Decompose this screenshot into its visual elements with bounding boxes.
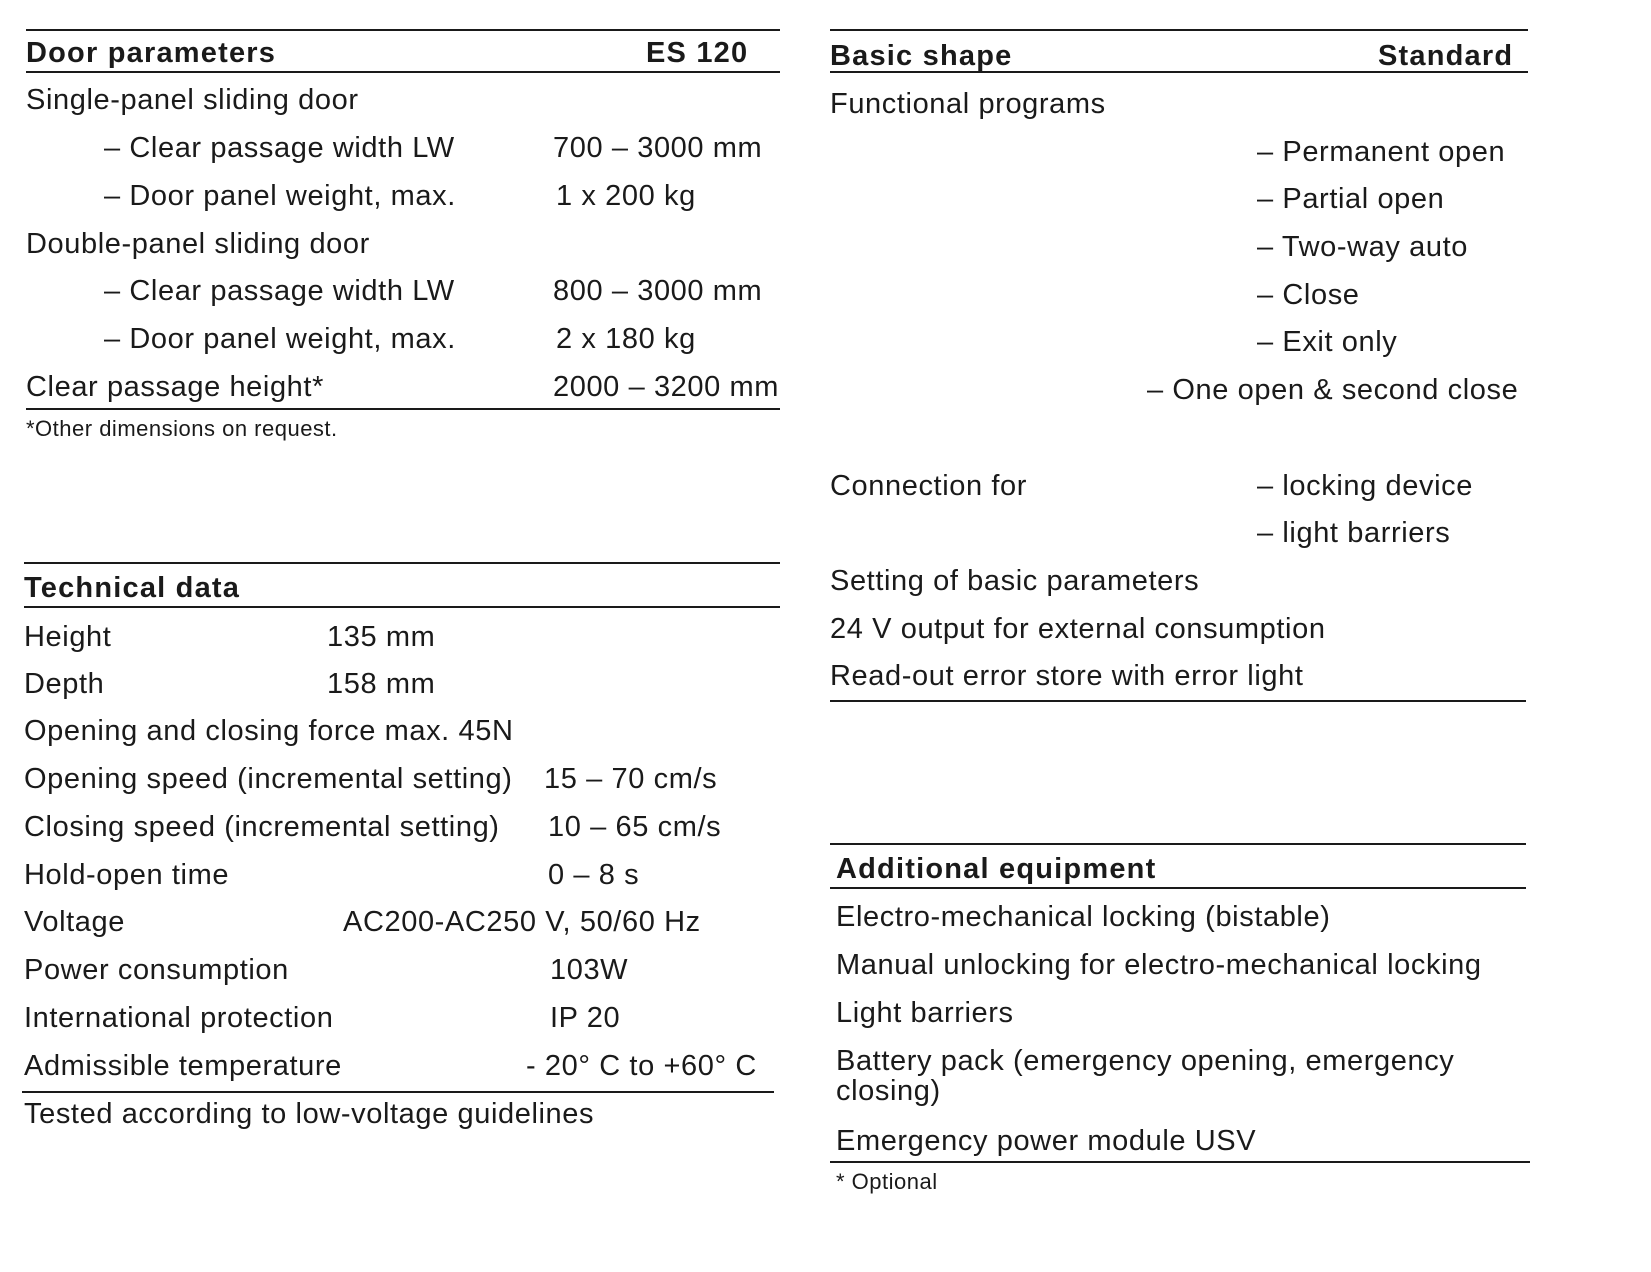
door-model: ES 120 <box>646 37 749 69</box>
programs-label: Functional programs <box>830 88 1106 120</box>
equipment-item: Manual unlocking for electro-mechanical locking <box>836 949 1482 981</box>
basic-top-rule <box>830 29 1528 31</box>
tech-heading-rule <box>24 606 780 608</box>
open-speed-value: 15 – 70 cm/s <box>544 763 718 795</box>
hold-open-value: 0 – 8 s <box>548 859 640 891</box>
equipment-item: Emergency power module USV <box>836 1125 1257 1157</box>
program-item: – One open & second close <box>1147 374 1519 406</box>
tech-depth-label: Depth <box>24 668 105 700</box>
double-width-label: – Clear passage width LW <box>104 275 455 307</box>
equipment-item-battery-line2: closing) <box>836 1075 941 1107</box>
door-footnote: *Other dimensions on request. <box>26 416 338 441</box>
door-top-rule <box>26 29 780 31</box>
basic-variant: Standard <box>1378 40 1514 72</box>
single-weight-value: 1 x 200 kg <box>556 180 696 212</box>
additional-heading: Additional equipment <box>836 853 1157 885</box>
double-weight-value: 2 x 180 kg <box>556 323 696 355</box>
power-label: Power consumption <box>24 954 289 986</box>
single-panel-label: Single-panel sliding door <box>26 84 359 116</box>
double-panel-label: Double-panel sliding door <box>26 228 370 260</box>
door-heading: Door parameters <box>26 37 277 69</box>
additional-top-rule <box>830 843 1526 845</box>
connection-item: – light barriers <box>1257 517 1451 549</box>
connection-item: – locking device <box>1257 470 1473 502</box>
program-item: – Partial open <box>1257 183 1445 215</box>
tested-note: Tested according to low-voltage guidelines <box>24 1098 595 1130</box>
ip-value: IP 20 <box>550 1002 621 1034</box>
basic-heading-rule <box>830 71 1528 73</box>
program-item: – Close <box>1257 279 1360 311</box>
hold-open-label: Hold-open time <box>24 859 230 891</box>
double-weight-label: – Door panel weight, max. <box>104 323 456 355</box>
equipment-item: Light barriers <box>836 997 1014 1029</box>
door-heading-rule <box>26 71 780 73</box>
voltage-label: Voltage <box>24 906 125 938</box>
readout-line: Read-out error store with error light <box>830 660 1304 692</box>
temperature-value: - 20° C to +60° C <box>526 1050 757 1082</box>
basic-bottom-rule <box>830 700 1526 702</box>
tech-depth-value: 158 mm <box>327 668 436 700</box>
open-speed-label: Opening speed (incremental setting) <box>24 763 513 795</box>
double-width-value: 800 – 3000 mm <box>553 275 763 307</box>
program-item: – Permanent open <box>1257 136 1506 168</box>
program-item: – Two-way auto <box>1257 231 1468 263</box>
close-speed-value: 10 – 65 cm/s <box>548 811 722 843</box>
tech-height-value: 135 mm <box>327 621 436 653</box>
door-bottom-rule <box>26 408 780 410</box>
equipment-item-battery-line1: Battery pack (emergency opening, emergency <box>836 1045 1455 1077</box>
tech-height-label: Height <box>24 621 112 653</box>
voltage-value: AC200-AC250 V, 50/60 Hz <box>343 906 701 938</box>
power-value: 103W <box>550 954 629 986</box>
setting-line: Setting of basic parameters <box>830 565 1200 597</box>
output-line: 24 V output for external consumption <box>830 613 1326 645</box>
additional-footnote: * Optional <box>836 1169 938 1194</box>
program-item: – Exit only <box>1257 326 1398 358</box>
tech-bottom-rule <box>22 1091 774 1093</box>
ip-label: International protection <box>24 1002 334 1034</box>
single-weight-label: – Door panel weight, max. <box>104 180 456 212</box>
single-width-label: – Clear passage width LW <box>104 132 455 164</box>
passage-height-value: 2000 – 3200 mm <box>553 371 780 403</box>
close-speed-label: Closing speed (incremental setting) <box>24 811 500 843</box>
tech-top-rule <box>24 562 780 564</box>
passage-height-label: Clear passage height* <box>26 371 324 403</box>
single-width-value: 700 – 3000 mm <box>553 132 763 164</box>
tech-force: Opening and closing force max. 45N <box>24 715 514 747</box>
tech-heading: Technical data <box>24 572 241 604</box>
additional-bottom-rule <box>830 1161 1530 1163</box>
additional-heading-rule <box>830 887 1526 889</box>
basic-heading: Basic shape <box>830 40 1013 72</box>
equipment-item: Electro-mechanical locking (bistable) <box>836 901 1331 933</box>
connection-label: Connection for <box>830 470 1028 502</box>
temperature-label: Admissible temperature <box>24 1050 342 1082</box>
